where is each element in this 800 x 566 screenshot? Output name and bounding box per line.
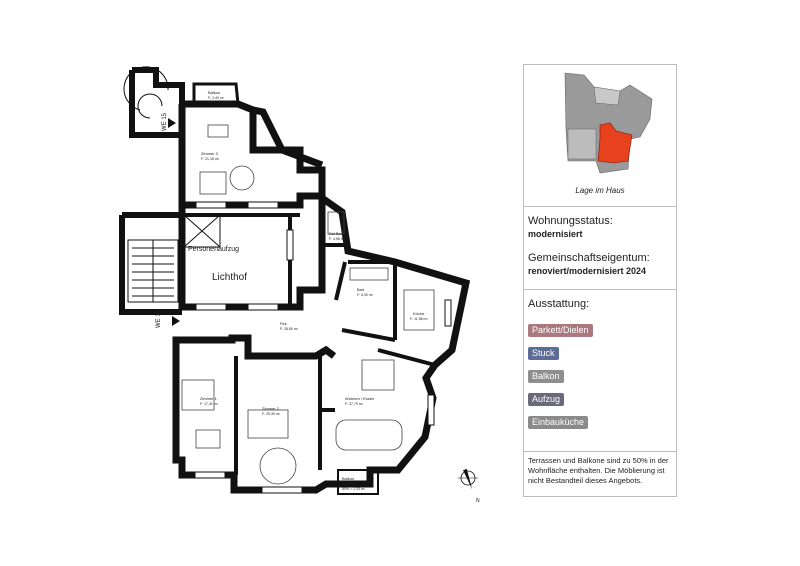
lichthof-label: Lichthof bbox=[212, 272, 248, 283]
kueche-name: Küche bbox=[413, 311, 425, 316]
zimmer3-name: Zimmer 3 bbox=[201, 151, 218, 156]
balkon-bottom-area: F: 2,65 m² bbox=[342, 482, 358, 486]
status-value: modernisiert bbox=[528, 229, 583, 239]
kueche-area: F: 11,58 m² bbox=[410, 317, 428, 321]
feature-tag: Stuck bbox=[528, 347, 559, 360]
zimmer2-name: Zimmer 2 bbox=[262, 406, 279, 411]
balkon-top-name: Balkon bbox=[208, 90, 221, 95]
balkon-top-area: F: 2,49 m² bbox=[208, 96, 224, 100]
zimmer1-name: Zimmer 1 bbox=[200, 396, 217, 401]
entry-arrow-we15 bbox=[168, 118, 176, 128]
common-label: Gemeinschaftseigentum: bbox=[528, 252, 650, 264]
balkon-bottom-name: Balkon bbox=[342, 476, 355, 481]
balkon-top-note: 50% = 1,25 m² bbox=[208, 100, 231, 104]
wohnen-area: F: 37,79 m² bbox=[345, 402, 363, 406]
building-location-map bbox=[560, 69, 658, 181]
duschbad-area: F: 4,56 m² bbox=[329, 237, 345, 241]
wohnen-name: Wohnen / Essen bbox=[345, 396, 375, 401]
location-caption: Lage im Haus bbox=[575, 186, 625, 195]
elevator-label: Personenaufzug bbox=[188, 246, 239, 253]
features-section bbox=[524, 289, 676, 427]
duschbad-name: Dsl Bad bbox=[329, 231, 344, 236]
bad-name: Bad bbox=[357, 287, 365, 292]
stairwell-we15 bbox=[124, 67, 182, 135]
flur-area: F: 28,50 m² bbox=[280, 327, 298, 331]
flur-name: Flur bbox=[280, 321, 287, 326]
stairwell-we14 bbox=[122, 215, 182, 312]
balkon-bottom-note: 50% = 1,33 m² bbox=[342, 487, 365, 491]
feature-tag: Aufzug bbox=[528, 393, 564, 406]
features-label: Ausstattung: bbox=[528, 298, 590, 310]
feature-tag: Einbauküche bbox=[528, 416, 588, 429]
feature-tag: Parkett/Dielen bbox=[528, 324, 593, 337]
we15-label: WE 15 bbox=[162, 112, 168, 131]
elevator-shaft bbox=[184, 215, 220, 247]
entry-arrow-we14 bbox=[172, 316, 180, 326]
status-section bbox=[524, 206, 676, 276]
status-label: Wohnungsstatus: bbox=[528, 215, 613, 227]
common-value: renoviert/modernisiert 2024 bbox=[528, 266, 647, 276]
disclaimer-note: Terrassen und Balkone sind zu 50% in der Wohnfläche enthalten. Die Möblierung ist nicht Bestandteil dieses Angebots. bbox=[528, 456, 669, 485]
feature-tag: Balkon bbox=[528, 370, 564, 383]
note-section bbox=[524, 451, 676, 485]
bad-area: F: 6,30 m² bbox=[357, 293, 373, 297]
feature-tag-list bbox=[528, 320, 593, 435]
compass-label: N bbox=[476, 498, 480, 504]
we14-label: WE 14 bbox=[156, 309, 162, 328]
compass-icon bbox=[458, 469, 478, 490]
info-panel bbox=[523, 64, 677, 497]
zimmer1-area: F: 17,41 m² bbox=[200, 402, 218, 406]
zimmer2-area: F: 25,39 m² bbox=[262, 412, 280, 416]
zimmer3-area: F: 21,18 m² bbox=[201, 157, 219, 161]
